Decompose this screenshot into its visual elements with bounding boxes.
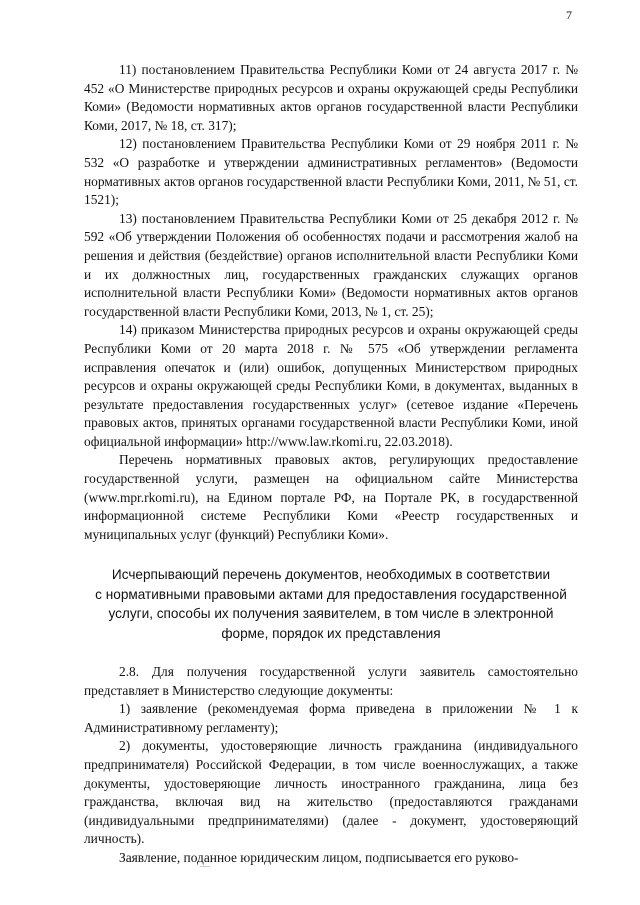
list-item-13: 13) постановлением Правительства Республики Коми от 25 декабря 2012 г. № 592 «Об утверждении Положения об особенностях подачи и рассмотрения жалоб на решения и действия (бездействие) органов исполнительной власти Республики Коми и их должностных лиц, государственных гражданских служащих органов исполнительной власти Республики Коми» (Ведомости нормативных актов органов государственной власти Республики Коми, 2013, № 1, ст. 25);: [84, 210, 578, 319]
document-item-2: 2) документы, удостоверяющие личность гражданина (индивидуального предпринимателя) Российской Федерации, в том числе военнослужащих, а также документы, удостоверяющие личность иностранного гражданина, лица без гражданства, включая вид на жительство (предоставляются гражданами (индивидуальными предпринимателями) (далее - документ, удостоверяющий личность).: [84, 738, 578, 847]
section-heading: [84, 565, 578, 643]
document-item-1: 1) заявление (рекомендуемая форма приведена в приложении № 1 к Административному регламенту);: [84, 701, 578, 735]
signature-paragraph: Заявление, поданное юридическим лицом, подписывается его руково-: [119, 850, 519, 865]
page-number: 7: [566, 8, 572, 22]
heading-line: услуги, способы их получения заявителем, в том числе в электронной: [108, 606, 554, 622]
clause-2-8: 2.8. Для получения государственной услуги заявитель самостоятельно представляет в Министерство следующие документы:: [84, 664, 578, 698]
scan-mark: [200, 866, 210, 867]
list-item-14: 14) приказом Министерства природных ресурсов и охраны окружающей среды Республики Коми от 20 марта 2018 г. № 575 «Об утверждении регламента исправления опечаток и (или) ошибок, допущенных Министерством природных ресурсов и охраны окружающей среды Республики Коми, в документах, выданных в результате предоставления государственных услуг» (сетевое издание «Перечень правовых актов, принятых органами государственной власти Республики Коми, иной официальной информации» http://www.law.rkomi.ru, 22.03.2018).: [84, 322, 578, 449]
document-body: [84, 61, 578, 868]
heading-line: форме, порядок их представления: [221, 625, 441, 641]
heading-line: Исчерпывающий перечень документов, необходимых в соответствии: [111, 567, 551, 583]
heading-line: с нормативными правовыми актами для предоставления государственной: [95, 586, 567, 602]
acts-list-paragraph: Перечень нормативных правовых актов, регулирующих предоставление государственной услуги, размещен на официальном сайте Министерства (www.mpr.rkomi.ru), на Едином портале РФ, на Портале РК, в государственной информационной системе Республики Коми «Реестр государственных и муниципальных услуг (функций) Республики Коми».: [84, 452, 578, 542]
list-item-11: 11) постановлением Правительства Республики Коми от 24 августа 2017 г. № 452 «О Министерстве природных ресурсов и охраны окружающей среды Республики Коми» (Ведомости нормативных актов органов государственной власти Республики Коми, 2017, № 18, ст. 317);: [84, 62, 578, 133]
list-item-12: 12) постановлением Правительства Республики Коми от 29 ноября 2011 г. № 532 «О разработке и утверждении административных регламентов» (Ведомости нормативных актов органов государственной власти Республики Коми, 2011, № 51, ст. 1521);: [84, 136, 578, 208]
